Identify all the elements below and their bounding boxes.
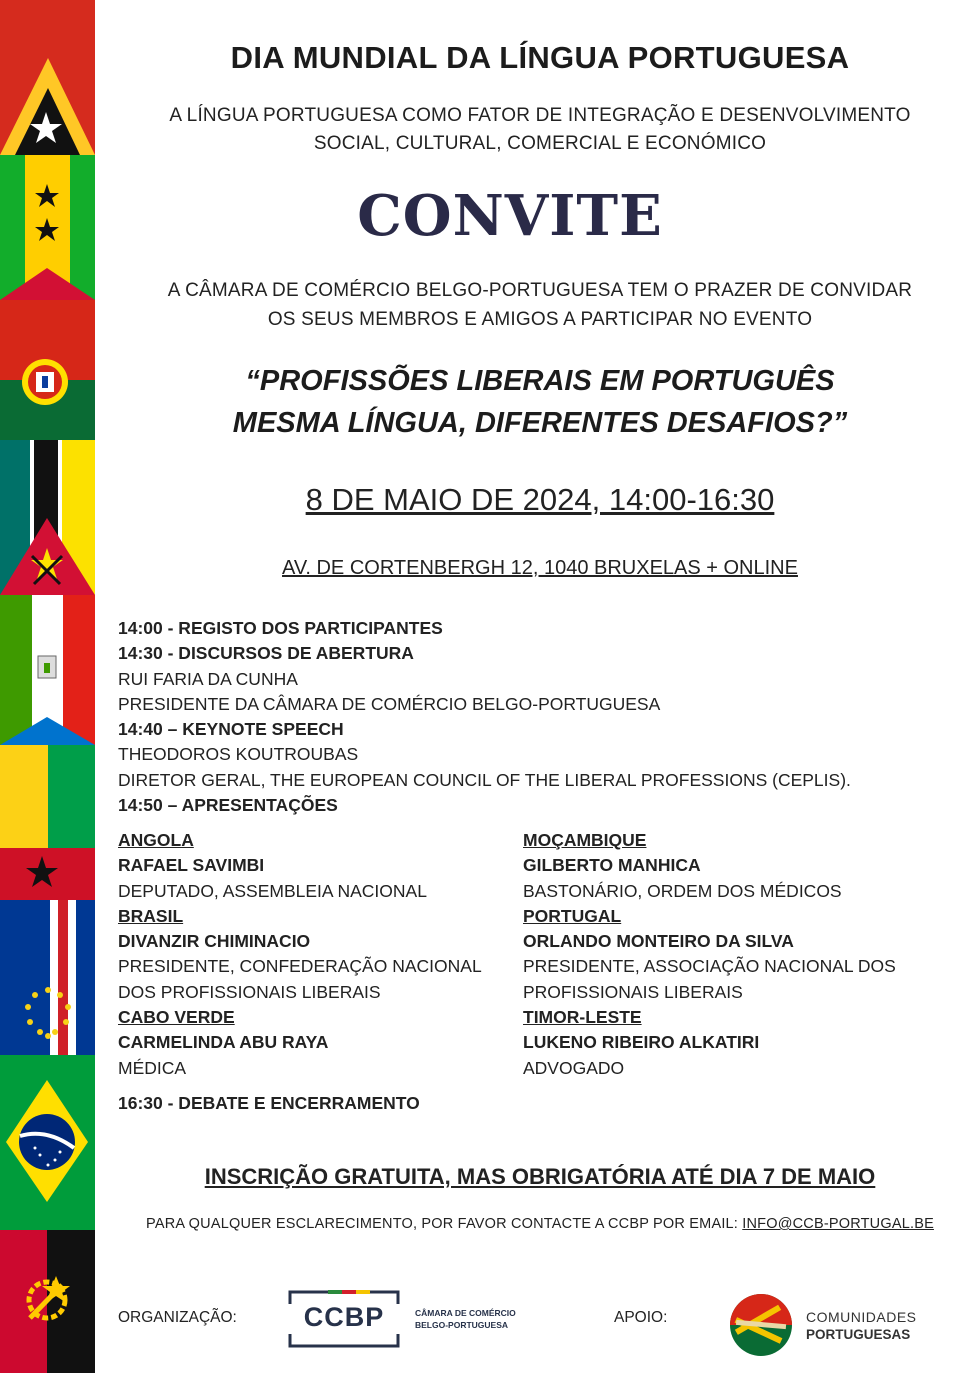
country-heading: PORTUGAL — [523, 905, 622, 926]
cape-verde-flag-icon — [0, 900, 95, 1055]
registration-notice: INSCRIÇÃO GRATUITA, MAS OBRIGATÓRIA ATÉ DIA 7 DE MAIO — [204, 1164, 876, 1189]
mozambique-flag-icon — [0, 440, 95, 595]
speaker-role: ADVOGADO — [523, 1057, 625, 1078]
country-heading: CABO VERDE — [118, 1007, 235, 1028]
ccbp-logo-text: CCBP — [303, 1302, 385, 1332]
program-detail: PRESIDENTE DA CÂMARA DE COMÉRCIO BELGO-PORTUGUESA — [118, 693, 661, 714]
speaker-name: DIVANZIR CHIMINACIO — [118, 931, 311, 952]
sao-tome-flag-icon — [0, 155, 95, 300]
presentations-left-column — [118, 828, 518, 1081]
program-time-item: 14:30 - DISCURSOS DE ABERTURA — [118, 643, 414, 664]
program-time-item: 14:50 – APRESENTAÇÕES — [118, 795, 338, 816]
portugal-flag-icon — [0, 300, 95, 440]
speaker-role: PRESIDENTE, CONFEDERAÇÃO NACIONAL — [118, 956, 482, 977]
comunidades-line-2: PORTUGUESAS — [806, 1327, 911, 1342]
comunidades-logo-icon — [728, 1292, 794, 1358]
program-list — [118, 616, 958, 818]
speaker-name: CARMELINDA ABU RAYA — [118, 1032, 329, 1053]
country-heading: TIMOR-LESTE — [523, 1007, 642, 1028]
convite-heading: CONVITE — [357, 183, 663, 249]
apoio-label: APOIO: — [614, 1309, 668, 1326]
comunidades-line-1: COMUNIDADES — [806, 1309, 917, 1325]
ccbp-name-line-1: CÂMARA DE COMÉRCIO — [415, 1308, 516, 1318]
speaker-role: PRESIDENTE, ASSOCIAÇÃO NACIONAL DOS — [523, 956, 896, 977]
closing-item: 16:30 - DEBATE E ENCERRAMENTO — [118, 1093, 420, 1113]
country-heading: BRASIL — [118, 905, 184, 926]
comunidades-name — [806, 1309, 917, 1343]
contact-text: PARA QUALQUER ESCLARECIMENTO, POR FAVOR CONTACTE A CCBP POR EMAIL: — [146, 1216, 743, 1232]
speaker-role: BASTONÁRIO, ORDEM DOS MÉDICOS — [523, 880, 842, 901]
angola-flag-icon — [0, 1230, 95, 1373]
contact-email-link[interactable]: INFO@CCB-PORTUGAL.BE — [742, 1216, 934, 1232]
timor-leste-flag-icon — [0, 0, 95, 155]
country-heading: ANGOLA — [118, 830, 194, 850]
speaker-name: ORLANDO MONTEIRO DA SILVA — [523, 931, 794, 952]
presentations-right-column — [523, 828, 963, 1081]
event-title-line-1: “PROFISSÕES LIBERAIS EM PORTUGUÊS — [245, 365, 835, 397]
subtitle-line-2: SOCIAL, CULTURAL, COMERCIAL E ECONÓMICO — [313, 133, 767, 154]
program-detail: DIRETOR GERAL, THE EUROPEAN COUNCIL OF THE LIBERAL PROFESSIONS (CEPLIS). — [118, 769, 851, 790]
country-heading: MOÇAMBIQUE — [523, 830, 647, 850]
organizacao-label: ORGANIZAÇÃO: — [118, 1309, 237, 1326]
event-date: 8 DE MAIO DE 2024, 14:00-16:30 — [305, 482, 775, 517]
program-time-item: 14:00 - REGISTO DOS PARTICIPANTES — [118, 618, 443, 638]
flags-strip — [0, 0, 95, 1373]
guinea-bissau-flag-icon — [0, 745, 95, 900]
speaker-name: RAFAEL SAVIMBI — [118, 855, 265, 876]
invite-line-2: OS SEUS MEMBROS E AMIGOS A PARTICIPAR NO EVENTO — [267, 309, 813, 330]
ccbp-logo — [288, 1290, 400, 1348]
subtitle-line-1: A LÍNGUA PORTUGUESA COMO FATOR DE INTEGRAÇÃO E DESENVOLVIMENTO — [169, 105, 911, 126]
speaker-role: PROFISSIONAIS LIBERAIS — [523, 981, 743, 1002]
speaker-role: MÉDICA — [118, 1057, 187, 1078]
speaker-name: GILBERTO MANHICA — [523, 855, 701, 876]
page-title: DIA MUNDIAL DA LÍNGUA PORTUGUESA — [230, 40, 850, 75]
ccbp-name — [415, 1307, 516, 1331]
brazil-flag-icon — [0, 1055, 95, 1230]
ccbp-name-line-2: BELGO-PORTUGUESA — [415, 1320, 509, 1330]
invite-line-1: A CÂMARA DE COMÉRCIO BELGO-PORTUGUESA TEM O PRAZER DE CONVIDAR — [167, 280, 913, 301]
program-time-item: 14:40 – KEYNOTE SPEECH — [118, 719, 344, 740]
contact-line — [100, 1216, 980, 1232]
speaker-role: DOS PROFISSIONAIS LIBERAIS — [118, 981, 381, 1002]
event-address: AV. DE CORTENBERGH 12, 1040 BRUXELAS + ONLINE — [282, 557, 798, 579]
speaker-role: DEPUTADO, ASSEMBLEIA NACIONAL — [118, 880, 427, 901]
program-detail: RUI FARIA DA CUNHA — [118, 668, 298, 689]
program-detail: THEODOROS KOUTROUBAS — [118, 744, 359, 765]
event-title-line-2: MESMA LÍNGUA, DIFERENTES DESAFIOS?” — [232, 407, 848, 439]
equatorial-guinea-flag-icon — [0, 595, 95, 745]
speaker-name: LUKENO RIBEIRO ALKATIRI — [523, 1032, 760, 1053]
